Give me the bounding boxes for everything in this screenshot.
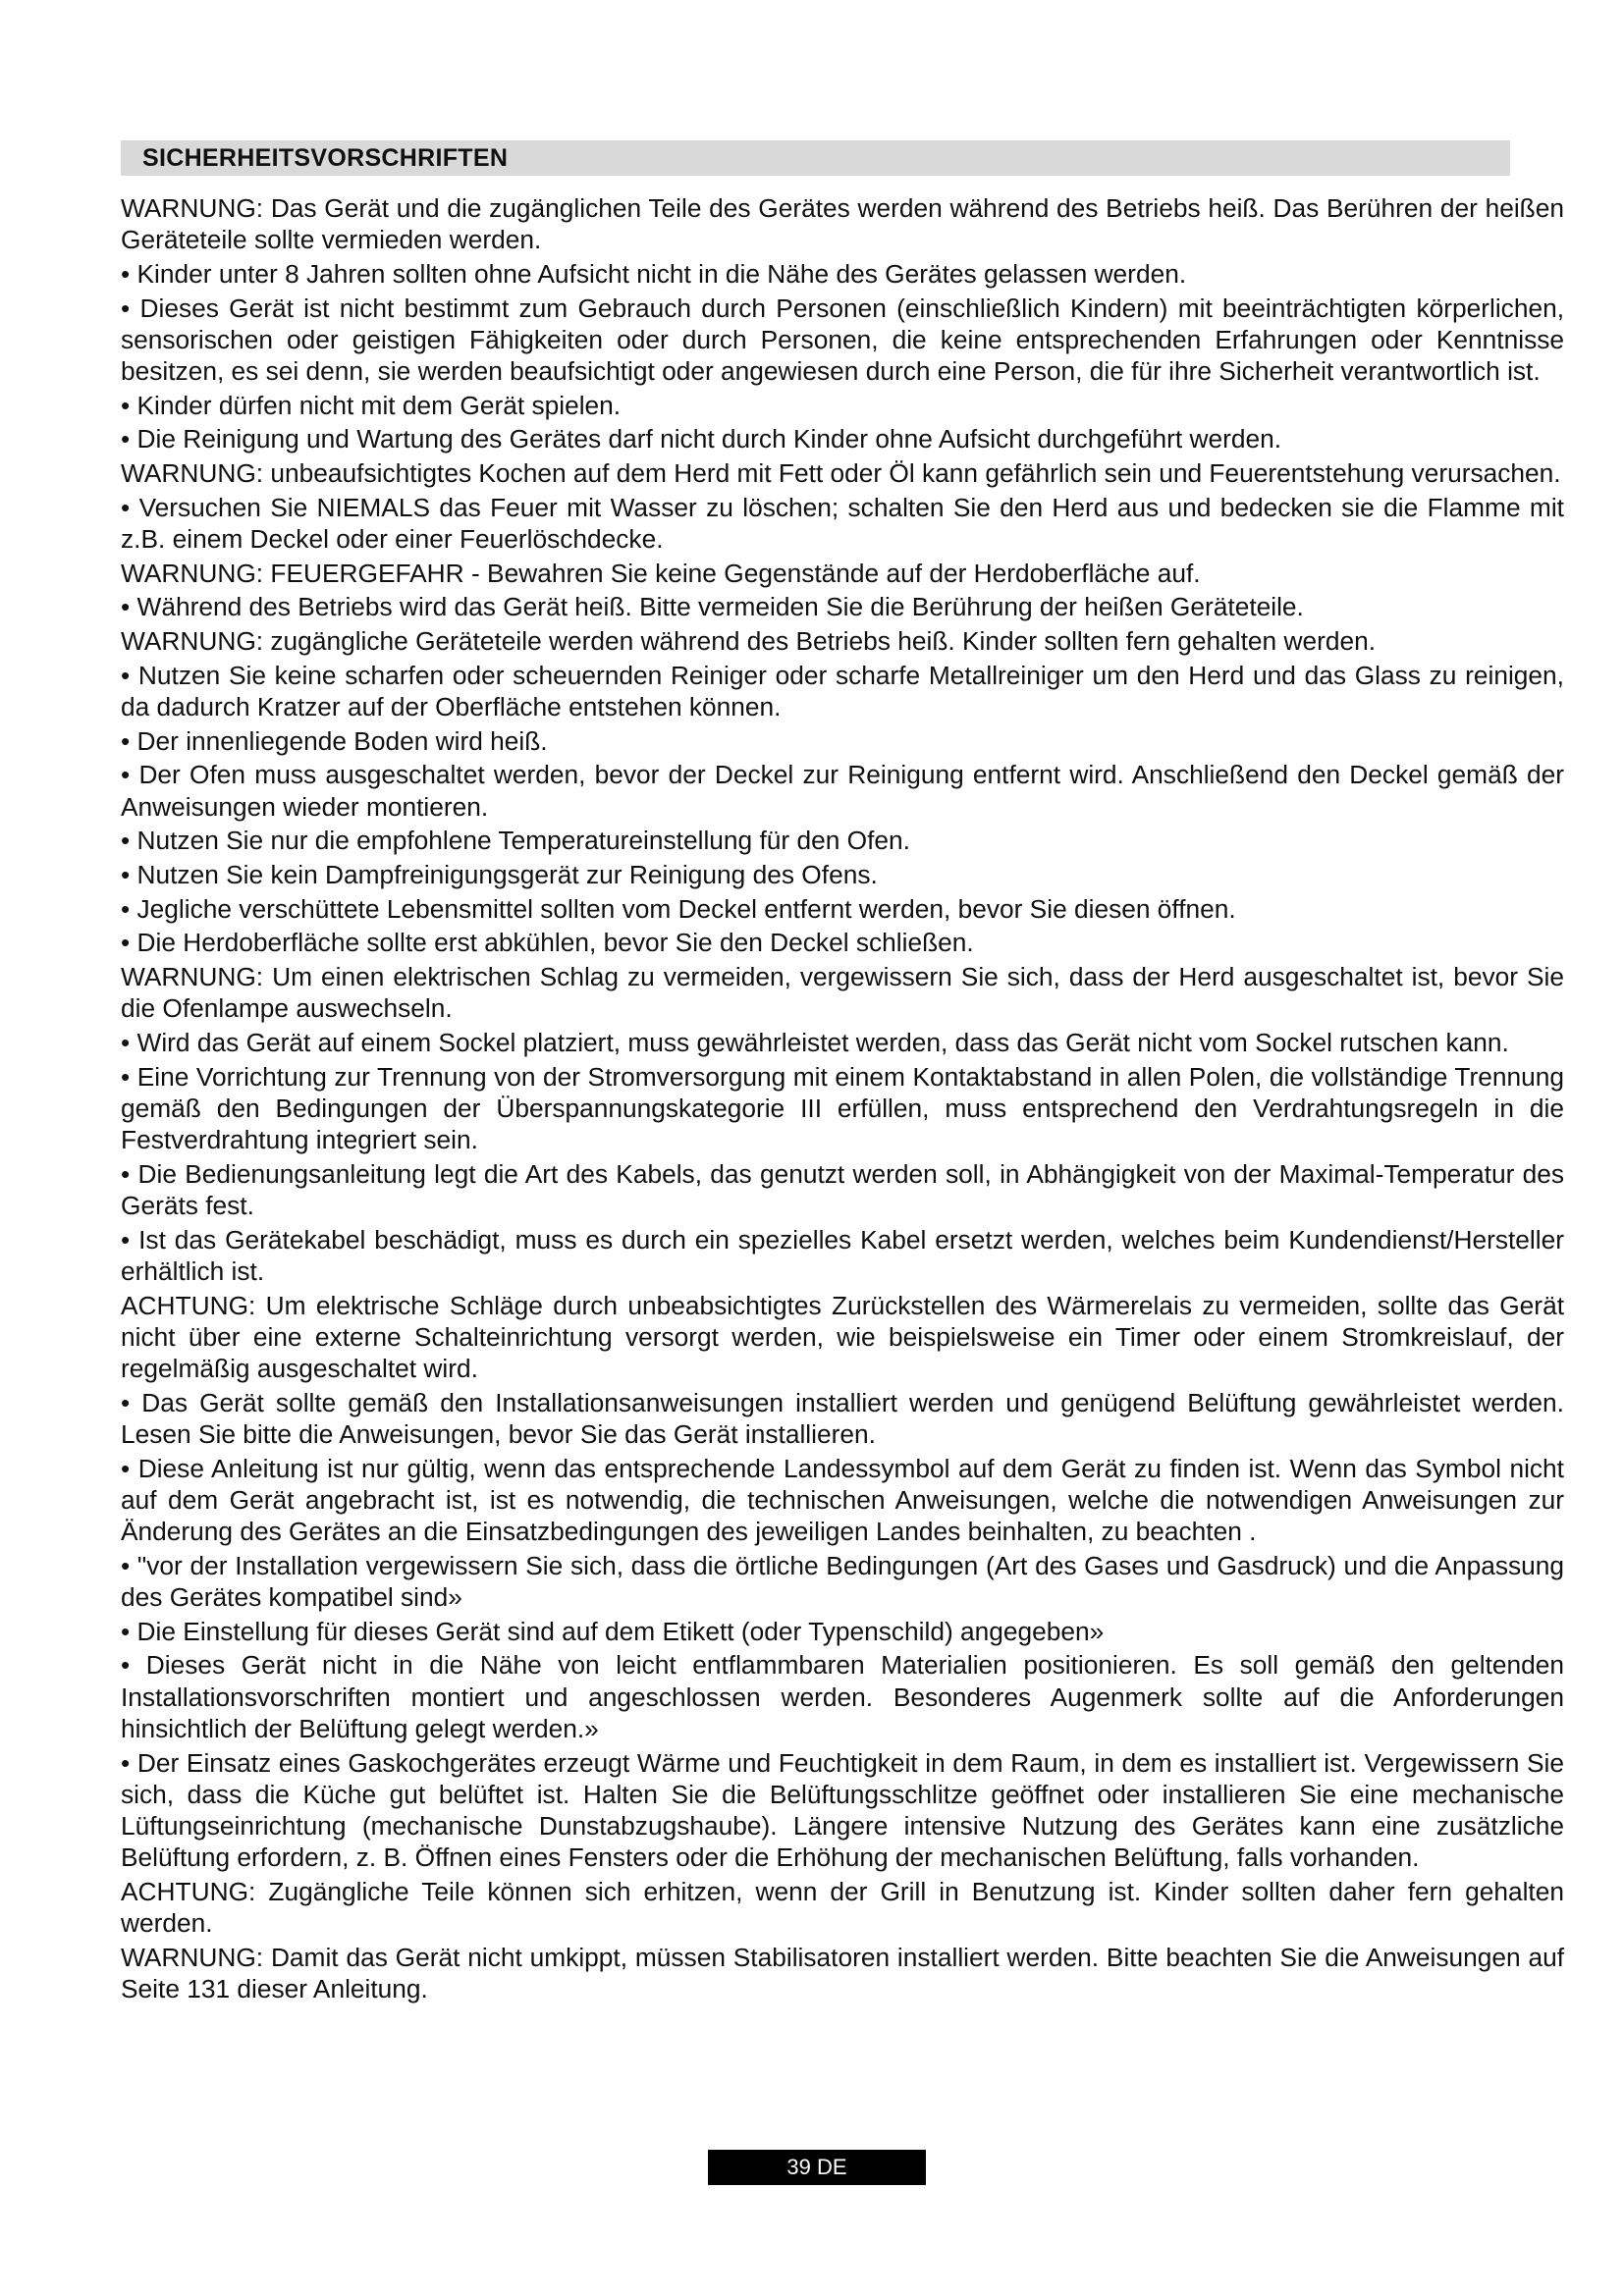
paragraph: ACHTUNG: Um elektrische Schläge durch unbeabsichtigtes Zurückstellen des Wärmerelais zu vermeiden, sollte das Gerät nicht über eine externe Schalteinrichtung versorgt werden, wie beispielsweise ein Timer oder einem Stromkreislauf, der regelmäßig ausgeschaltet wird. — [121, 1290, 1564, 1384]
paragraph: • Nutzen Sie nur die empfohlene Temperatureinstellung für den Ofen. — [121, 826, 910, 856]
paragraph: • Diese Anleitung ist nur gültig, wenn das entsprechende Landessymbol auf dem Gerät zu finden ist. Wenn das Symbol nicht auf dem Gerät angebracht ist, ist es notwendig, die technischen Anweisungen, welche die notwendigen Anweisungen zur Änderung des Gerätes an die Einsatzbedingungen des jeweiligen Landes beinhalten, zu beachten . — [121, 1453, 1564, 1547]
paragraph: • Versuchen Sie NIEMALS das Feuer mit Wasser zu löschen; schalten Sie den Herd aus und bedecken sie die Flamme mit z.B. einem Deckel oder einer Feuerlöschdecke. — [121, 492, 1564, 555]
paragraph: • "vor der Installation vergewissern Sie sich, dass die örtliche Bedingungen (Art des Gases und Gasdruck) und die Anpassung des Gerätes kompatibel sind» — [121, 1550, 1564, 1613]
paragraph: • Die Bedienungsanleitung legt die Art des Kabels, das genutzt werden soll, in Abhängigkeit von der Maximal-Temperatur des Geräts fest. — [121, 1158, 1564, 1221]
paragraph: • Wird das Gerät auf einem Sockel platziert, muss gewährleistet werden, dass das Gerät nicht vom Sockel rutschen kann. — [121, 1028, 1509, 1058]
section-title: SICHERHEITSVORSCHRIFTEN — [121, 140, 1510, 176]
paragraph: • Das Gerät sollte gemäß den Installationsanweisungen installiert werden und genügend Belüftung gewährleistet werden. Lesen Sie bitte die Anweisungen, bevor Sie das Gerät installieren. — [121, 1387, 1564, 1450]
paragraph: • Dieses Gerät nicht in die Nähe von leicht entflammbaren Materialien positionieren. Es soll gemäß den geltenden Installationsvorschriften montiert und angeschlossen werden. Besonderes Augenmerk sollte auf die Anforderungen hinsichtlich der Belüftung gelegt werden.» — [121, 1650, 1564, 1743]
paragraph: • Dieses Gerät ist nicht bestimmt zum Gebrauch durch Personen (einschließlich Kindern) mit beeinträchtigten körperlichen, sensorischen oder geistigen Fähigkeiten oder durch Personen, die keine entsprechenden Erfahrungen oder Kenntnisse besitzen, es sei denn, sie werden beaufsichtigt oder angewiesen durch eine Person, die für ihre Sicherheit verantwortlich ist. — [121, 293, 1564, 387]
paragraph: WARNUNG: unbeaufsichtigtes Kochen auf dem Herd mit Fett oder Öl kann gefährlich sein und Feuerentstehung verursachen. — [121, 458, 1561, 489]
paragraph: • Der Ofen muss ausgeschaltet werden, bevor der Deckel zur Reinigung entfernt wird. Anschließend den Deckel gemäß der Anweisungen wieder montieren. — [121, 760, 1564, 822]
paragraph: • Ist das Gerätekabel beschädigt, muss es durch ein spezielles Kabel ersetzt werden, welches beim Kundendienst/Hersteller erhältlich ist. — [121, 1224, 1564, 1286]
paragraph: WARNUNG: Das Gerät und die zugänglichen Teile des Gerätes werden während des Betriebs heiß. Das Berühren der heißen Geräteteile sollte vermieden werden. — [121, 193, 1564, 255]
paragraph: WARNUNG: zugängliche Geräteteile werden während des Betriebs heiß. Kinder sollten fern gehalten werden. — [121, 626, 1377, 657]
paragraph: • Kinder unter 8 Jahren sollten ohne Aufsicht nicht in die Nähe des Gerätes gelassen werden. — [121, 258, 1187, 289]
paragraph: • Nutzen Sie keine scharfen oder scheuernden Reiniger oder scharfe Metallreiniger um den Herd und das Glass zu reinigen, da dadurch Kratzer auf der Oberfläche entstehen können. — [121, 660, 1564, 722]
paragraph: • Der Einsatz eines Gaskochgerätes erzeugt Wärme und Feuchtigkeit in dem Raum, in dem es installiert ist. Vergewissern Sie sich, dass die Küche gut belüftet ist. Halten Sie die Belüftungsschlitze geöffnet oder installieren Sie eine mechanische Lüftungseinrichtung (mechanische Dunstabzugshaube). Längere intensive Nutzung des Gerätes kann eine zusätzliche Belüftung erfordern, z. B. Öffnen eines Fensters oder die Erhöhung der mechanischen Belüftung, falls vorhanden. — [121, 1747, 1564, 1873]
paragraph: WARNUNG: FEUERGEFAHR - Bewahren Sie keine Gegenstände auf der Herdoberfläche auf. — [121, 558, 1201, 588]
paragraph: • Die Einstellung für dieses Gerät sind auf dem Etikett (oder Typenschild) angegeben» — [121, 1616, 1105, 1646]
paragraph: ACHTUNG: Zugängliche Teile können sich erhitzen, wenn der Grill in Benutzung ist. Kinder sollten daher fern gehalten werden. — [121, 1876, 1564, 1939]
paragraph: • Eine Vorrichtung zur Trennung von der Stromversorgung mit einem Kontaktabstand in allen Polen, die vollständige Trennung gemäß den Bedingungen der Überspannungskategorie III erfüllen, muss entsprechend den Verdrahtungsregeln in die Festverdrahtung integriert sein. — [121, 1061, 1564, 1155]
safety-instructions-body — [121, 192, 1564, 2007]
paragraph: • Während des Betriebs wird das Gerät heiß. Bitte vermeiden Sie die Berührung der heißen Geräteteile. — [121, 592, 1304, 622]
paragraph: • Kinder dürfen nicht mit dem Gerät spielen. — [121, 390, 622, 420]
paragraph: WARNUNG: Damit das Gerät nicht umkippt, müssen Stabilisatoren installiert werden. Bitte beachten Sie die Anweisungen auf Seite 131 dieser Anleitung. — [121, 1942, 1564, 2003]
paragraph: • Jegliche verschüttete Lebensmittel sollten vom Deckel entfernt werden, bevor Sie diesen öffnen. — [121, 893, 1236, 924]
paragraph: • Die Herdoberfläche sollte erst abkühlen, bevor Sie den Deckel schließen. — [121, 928, 974, 958]
paragraph: • Die Reinigung und Wartung des Gerätes darf nicht durch Kinder ohne Aufsicht durchgeführt werden. — [121, 424, 1282, 454]
paragraph: WARNUNG: Um einen elektrischen Schlag zu vermeiden, vergewissern Sie sich, dass der Herd ausgeschaltet ist, bevor Sie die Ofenlampe auswechseln. — [121, 962, 1564, 1024]
page-number: 39 DE — [708, 2150, 926, 2185]
paragraph: • Nutzen Sie kein Dampfreinigungsgerät zur Reinigung des Ofens. — [121, 860, 878, 890]
paragraph: • Der innenliegende Boden wird heiß. — [121, 725, 548, 756]
